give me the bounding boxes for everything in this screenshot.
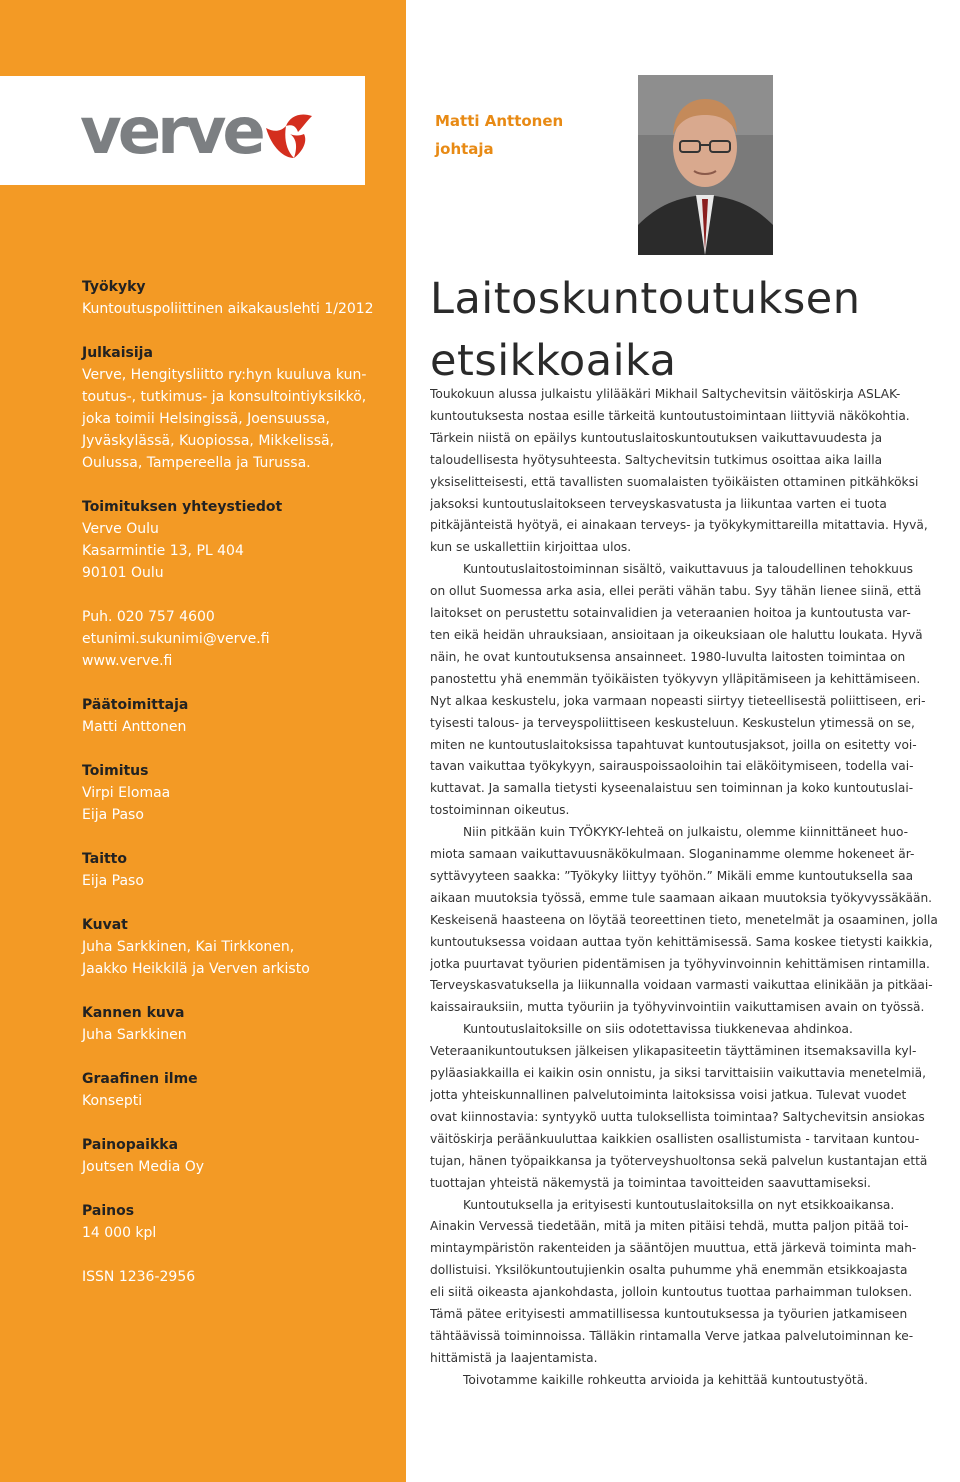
- article-text-line: näin, he ovat kuntoutuksensa ansainneet. 1980-luvulta laitosten toimintaa on: [430, 649, 906, 664]
- article-text-line: kaissairauksiin, mutta työuriin ja työhyvinvointiin vaikuttamisen avain on työssä.: [430, 1000, 925, 1015]
- editorial-name: Eija Paso: [82, 807, 144, 823]
- verve-logo-mark-icon: [262, 112, 314, 160]
- article-text-line: hittämistä ja laajentamista.: [430, 1350, 598, 1365]
- article-text-line: tujan, hänen työpaikkansa ja työterveyshuoltonsa sekä palvelun kustantajan että: [430, 1153, 928, 1168]
- article-text-line: laitokset on perustettu sotainvalidien ja veteraanien hoitoa ja kuntoutusta var-: [430, 606, 911, 621]
- article-text-line: Toukokuun alussa julkaistu ylilääkäri Mikhail Saltychevitsin väitöskirja ASLAK-: [430, 387, 901, 401]
- contact-address-line: Verve Oulu: [82, 521, 159, 537]
- cover-photo-name: Juha Sarkkinen: [82, 1027, 187, 1043]
- article-text-line: mintaympäristön rakenteiden ja sääntöjen muuttua, että järkevä toiminta mah-: [430, 1241, 917, 1256]
- publisher-line: Verve, Hengitysliitto ry:hyn kuuluva kun-: [82, 367, 367, 383]
- article-text-line: Tärkein niistä on epäilys kuntoutuslaitoskuntoutuksen vaikuttavuudesta ja: [430, 430, 883, 445]
- article-text-line: Tämä pätee erityisesti ammatillisessa kuntoutuksessa ja työurien jatkamiseen: [430, 1307, 908, 1322]
- contact-website-link[interactable]: www.verve.fi: [82, 653, 173, 669]
- graphic-design-heading: Graafinen ilme: [82, 1071, 198, 1087]
- contact-phone: Puh. 020 757 4600: [82, 609, 215, 625]
- article-body: [430, 384, 960, 1392]
- contact-address-line: 90101 Oulu: [82, 565, 164, 581]
- article-text-line: Terveyskasvatuksella ja liikunnalla voidaan varmasti vaikuttaa elinikään ja pitkäai-: [430, 978, 933, 993]
- publisher-line: joka toimii Helsingissä, Joensuussa,: [82, 411, 330, 427]
- article-text-line: miota samaan vaikuttavuusnäkökulmaan. Sloganinamme olemme hokeneet är-: [430, 847, 915, 862]
- article-title: [430, 268, 860, 392]
- publisher-line: Jyväskylässä, Kuopiossa, Mikkelissä,: [82, 433, 335, 449]
- issn: ISSN 1236-2956: [82, 1269, 196, 1285]
- article-text-line: Ainakin Vervessä tiedetään, mitä ja miten pitäisi tehdä, mutta paljon pitää toi-: [430, 1219, 909, 1234]
- editorial-heading: Toimitus: [82, 763, 149, 779]
- article-text-line: jotka puurtavat työurien pidentämisen ja työhyvinvoinnin kehittämisen rintamilla.: [430, 956, 930, 971]
- author-name: Matti Anttonen: [435, 112, 564, 130]
- editor-in-chief-heading: Päätoimittaja: [82, 697, 189, 713]
- article-text-line: yksiselitteisesti, että tavallisten suomalaisten työikäisten ottaminen pitkähköksi: [430, 474, 919, 489]
- photos-line: Juha Sarkkinen, Kai Tirkkonen,: [82, 939, 295, 955]
- article-text-line: tostoiminnan oikeutus.: [430, 803, 570, 818]
- publication-info: [82, 276, 392, 1310]
- article-text-line: tähtäävissä toiminnoissa. Tälläkin rintamalla Verve jatkaa palvelutoiminnan ke-: [430, 1328, 914, 1343]
- contact-email-link[interactable]: etunimi.sukunimi@verve.fi: [82, 631, 270, 647]
- article-text-line: pyläasiakkailla ei kaikin osin onnistu, ja siksi tarvittaisiin vaikuttavia menetelmiä,: [430, 1066, 926, 1081]
- article-text-line: miten ne kuntoutuslaitoksissa tapahtuvat kuntoutusjaksot, joilla on esitetty voi-: [430, 737, 917, 752]
- article-text-line: dollistuisi. Yksilökuntoutujienkin osalta puhumme yhä enemmän etsikkoajasta: [430, 1263, 908, 1278]
- article-text-line: jaksoksi kuntoutuslaitokseen terveyskasvatusta ja liikuntaa varten ei tuota: [430, 496, 887, 511]
- article-text-line: tyisesti talous- ja terveyspoliittiseen keskusteluun. Keskustelun ytimessä on se,: [430, 715, 915, 730]
- article-text-line: Nyt alkaa keskustelu, joka varmaan nopeasti siirtyy tieteellisestä poliittiseen, eri-: [430, 693, 926, 708]
- article-text-line: jotta yhteiskunnallinen palvelutoiminta laitoksissa voisi jatkua. Tulevat vuodet: [430, 1088, 907, 1102]
- photos-heading: Kuvat: [82, 917, 128, 933]
- edition-value: 14 000 kpl: [82, 1225, 157, 1241]
- article-text-line: kuntoutuksesta nostaa esille tärkeitä kuntoutustoimintaan liittyviä näkökohtia.: [430, 408, 910, 423]
- article-text-line: tavan vaikuttaa työkykyyn, sairauspoissaoloihin tai eläköitymiseen, todella vai-: [430, 759, 914, 774]
- article-text-line: Niin pitkään kuin TYÖKYKY-lehteä on julkaistu, olemme kiinnittäneet huo-: [463, 825, 909, 840]
- article-text-line: kuntoutuksessa voidaan auttaa työn kehittämisessä. Sama koskee tietysti kaikkia,: [430, 934, 933, 949]
- printing-house-name: Joutsen Media Oy: [82, 1159, 205, 1175]
- article-title-line: etsikkoaika: [430, 336, 677, 386]
- article-text-line: pitkäjänteistä hyötyä, ei ainakaan terveys- ja työkykymittareilla mitattavia. Hyvä,: [430, 518, 928, 533]
- article-text-line: väitöskirja peräänkuuluttaa kaikkien osallisten osallistumista - tarvitaan kuntou-: [430, 1131, 920, 1146]
- editorial-name: Virpi Elomaa: [82, 785, 171, 801]
- author-block: [435, 107, 563, 163]
- article-text-line: tuottajan yhteistä näkemystä ja toimintaa tavoitteiden saavuttamiseksi.: [430, 1175, 871, 1190]
- publisher-heading: Julkaisija: [82, 345, 153, 361]
- article-text-line: kun se uskallettiin kirjoittaa ulos.: [430, 540, 632, 555]
- contact-block: [82, 496, 392, 672]
- article-text-line: taloudellisesta hyötysuhteesta. Saltychevitsin tutkimus osoittaa aika lailla: [430, 452, 883, 467]
- edition-heading: Painos: [82, 1203, 135, 1219]
- article-text-line: ten eikä heidän uhrauksiaan, ansioitaan ja oikeuksiaan ole haluttu loukata. Hyvä: [430, 627, 923, 642]
- article-text-line: Keskeisenä haasteena on löytää teoreettinen tieto, menetelmät ja osaaminen, jolla: [430, 912, 938, 927]
- cover-photo-heading: Kannen kuva: [82, 1005, 185, 1021]
- contact-address-line: Kasarmintie 13, PL 404: [82, 543, 244, 559]
- article-text-line: on ollut Suomessa arka asia, ellei peräti vähän tabu. Syy tähän lienee siinä, että: [430, 584, 922, 599]
- article-text-line: Veteraanikuntoutuksen jälkeisen ylikapasiteetin täyttäminen itsemaksavilla kyl-: [430, 1044, 917, 1059]
- article-text-line: aikaan muutoksia työssä, emme tule saamaan aikaan muutoksia työkyvyssäkään.: [430, 890, 933, 905]
- article-text-line: eli siitä oikeasta ajankohdasta, jolloin kuntoutus tuottaa parhaimman tuloksen.: [430, 1285, 913, 1300]
- author-role: johtaja: [435, 140, 494, 158]
- article-text-line: Kuntoutuksella ja erityisesti kuntoutuslaitoksilla on nyt etsikkoaikansa.: [463, 1197, 895, 1212]
- editor-in-chief-name: Matti Anttonen: [82, 719, 187, 735]
- layout-heading: Taitto: [82, 851, 127, 867]
- publisher-line: Oulussa, Tampereella ja Turussa.: [82, 455, 311, 471]
- article-text-line: syttävyyteen saakka: ”Työkyky liittyy työhön.” Mikäli emme kuntoutuksella saa: [430, 868, 914, 883]
- graphic-design-name: Konsepti: [82, 1093, 143, 1109]
- publisher-block: [82, 342, 392, 474]
- article-text-line: kuttavat. Ja samalla tietysti kyseenalaistuu sen toiminnan ja koko kuntoutuslai-: [430, 781, 914, 796]
- author-portrait-photo: [638, 75, 773, 255]
- article-text-line: ovat kiinnostavia: syntyykö uutta tuloksellista toimintaa? Saltychevitsin ansiokas: [430, 1109, 925, 1124]
- publication-title: Työkyky: [82, 279, 146, 295]
- verve-logo-text: verve: [80, 95, 262, 169]
- photos-line: Jaakko Heikkilä ja Verven arkisto: [82, 961, 310, 977]
- publisher-line: toutus-, tutkimus- ja konsultointiyksikkö,: [82, 389, 367, 405]
- printing-house-heading: Painopaikka: [82, 1137, 179, 1153]
- article-text-line: Toivotamme kaikille rohkeutta arvioida ja kehittää kuntoutustyötä.: [463, 1372, 869, 1387]
- article-text-line: Kuntoutuslaitostoiminnan sisältö, vaikuttavuus ja taloudellinen tehokkuus: [463, 562, 913, 577]
- publication-subtitle: Kuntoutuspoliittinen aikakauslehti 1/2012: [82, 301, 374, 317]
- contact-heading: Toimituksen yhteystiedot: [82, 499, 283, 515]
- article-title-line: Laitoskuntoutuksen: [430, 274, 861, 324]
- article-text-line: panostettu yhä enemmän työikäisten työkyvyn ylläpitämiseen ja kehittämiseen.: [430, 671, 921, 686]
- article-text-line: Kuntoutuslaitoksille on siis odotettavissa tiukkenevaa ahdinkoa.: [463, 1022, 853, 1037]
- layout-name: Eija Paso: [82, 873, 144, 889]
